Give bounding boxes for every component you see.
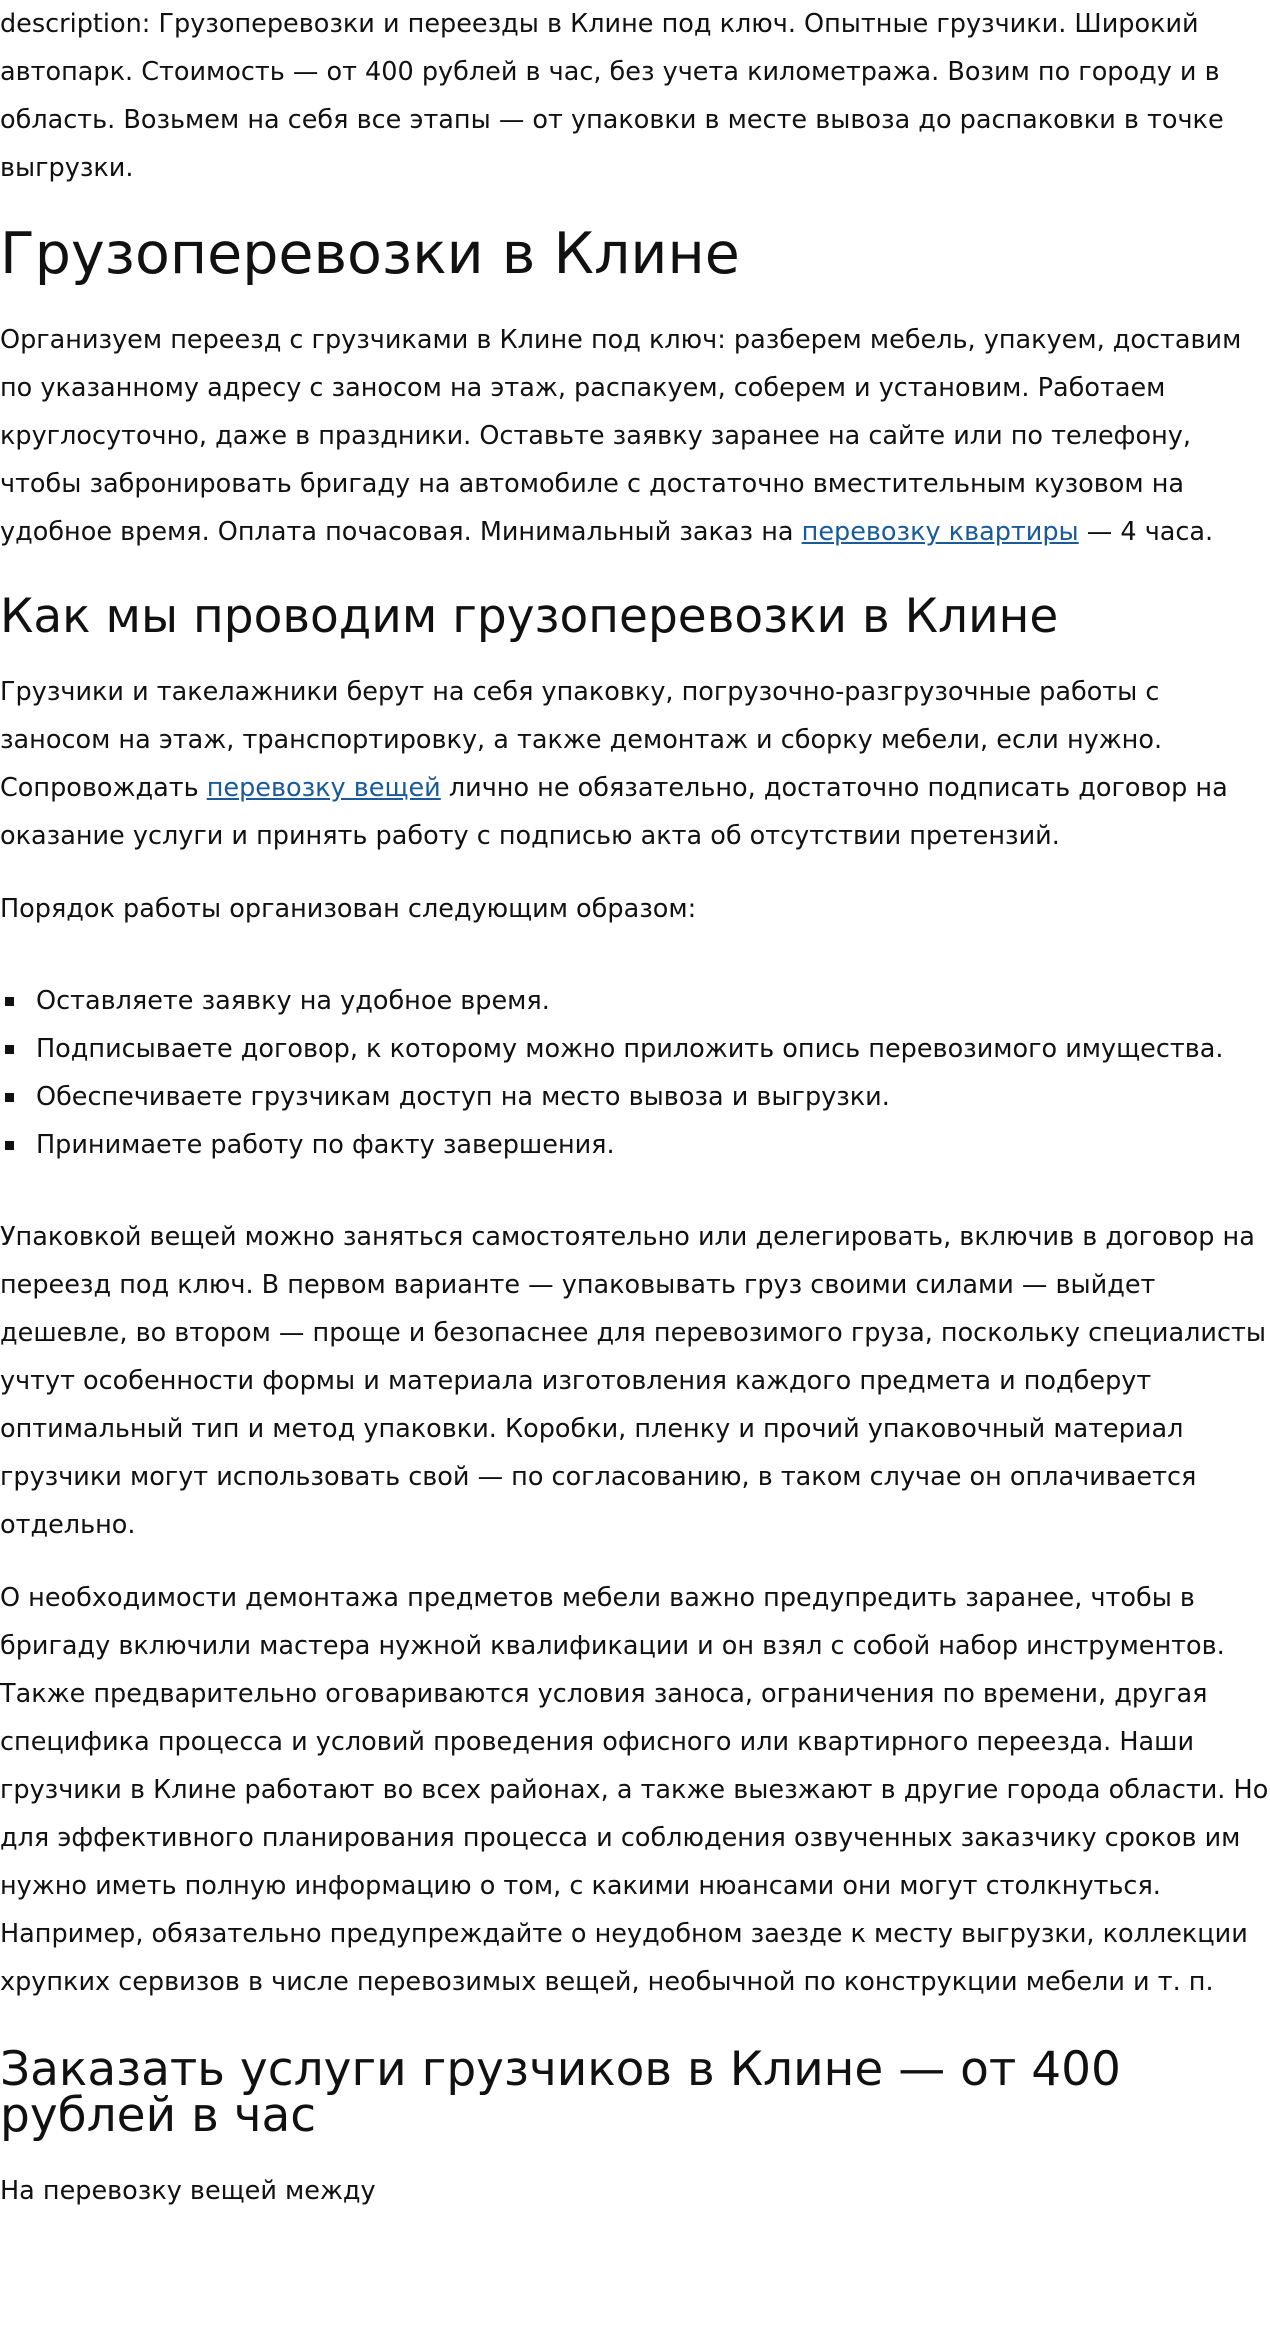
page-title: Грузоперевозки в Клине <box>0 221 740 287</box>
square-bullet-icon <box>5 1045 14 1054</box>
how-text-before-link: Грузчики и такелажники берут на себя упаковку, погрузочно-разгрузочные работы с заносом на этаж, транспортировку, а также демонтаж и сборку мебели, если нужно. Сопровождать <box>0 677 1163 803</box>
how-paragraph <box>0 668 1270 860</box>
square-bullet-icon <box>5 1141 14 1150</box>
meta-description: description: Грузоперевозки и переезды в Клине под ключ. Опытные грузчики. Широкий автопарк. Стоимость — от 400 рублей в час, без учета километража. Возим по городу и в область. Возьмем на себя все этапы — от упаковки в месте вывоза до распаковки в точке выгрузки. <box>0 9 1224 183</box>
list-item-text: Подписываете договор, к которому можно приложить опись перевозимого имущества. <box>36 1034 1224 1064</box>
work-steps-list <box>0 977 1270 1169</box>
work-order-intro: Порядок работы организован следующим образом: <box>0 894 697 924</box>
order-paragraph: На перевозку вещей между <box>0 2176 376 2206</box>
intro-paragraph <box>0 316 1270 556</box>
square-bullet-icon <box>5 997 14 1006</box>
list-item-text: Оставляете заявку на удобное время. <box>36 986 550 1016</box>
dismantle-paragraph: О необходимости демонтажа предметов мебели важно предупредить заранее, чтобы в бригаду включили мастера нужной квалификации и он взял с собой набор инструментов. Также предварительно оговариваются условия заноса, ограничения по времени, другая специфика процесса и условий проведения офисного или квартирного переезда. Наши грузчики в Клине работают во всех районах, а также выезжают в другие города области. Но для эффективного планирования процесса и соблюдения озвученных заказчику сроков им нужно иметь полную информацию о том, с какими нюансами они могут столкнуться. Например, обязательно предупреждайте о неудобном заезде к месту выгрузки, коллекции хрупких сервизов в числе перевозимых вещей, необычной по конструкции мебели и т. п. <box>0 1583 1269 1997</box>
packing-paragraph: Упаковкой вещей можно заняться самостоятельно или делегировать, включив в договор на переезд под ключ. В первом варианте — упаковывать груз своими силами — выйдет дешевле, во втором — проще и безопаснее для перевозимого груза, поскольку специалисты учтут особенности формы и материала изготовления каждого предмета и подберут оптимальный тип и метод упаковки. Коробки, пленку и прочий упаковочный материал грузчики могут использовать свой — по согласованию, в таком случае он оплачивается отдельно. <box>0 1222 1266 1540</box>
order-section-heading: Заказать услуги грузчиков в Клине — от 400 рублей в час <box>0 2042 1121 2143</box>
list-item <box>0 1073 1270 1121</box>
apartment-moving-link[interactable]: перевозку квартиры <box>801 517 1079 547</box>
list-item <box>0 1121 1270 1169</box>
intro-text-after-link: — 4 часа. <box>1078 517 1214 547</box>
how-text-after-link: лично не обязательно, достаточно подписать договор на оказание услуги и принять работу с подписью акта об отсутствии претензий. <box>0 773 1228 851</box>
square-bullet-icon <box>5 1093 14 1102</box>
goods-moving-link[interactable]: перевозку вещей <box>206 773 441 803</box>
intro-text-before-link: Организуем переезд с грузчиками в Клине под ключ: разберем мебель, упакуем, доставим по указанному адресу с заносом на этаж, распакуем, соберем и установим. Работаем круглосуточно, даже в праздники. Оставьте заявку заранее на сайте или по телефону, чтобы забронировать бригаду на автомобиле с достаточно вместительным кузовом на удобное время. Оплата почасовая. Минимальный заказ на <box>0 325 1242 547</box>
how-section-heading: Как мы проводим грузоперевозки в Клине <box>0 589 1059 644</box>
list-item-text: Принимаете работу по факту завершения. <box>36 1130 615 1160</box>
list-item <box>0 977 1270 1025</box>
list-item-text: Обеспечиваете грузчикам доступ на место вывоза и выгрузки. <box>36 1082 890 1112</box>
list-item <box>0 1025 1270 1073</box>
